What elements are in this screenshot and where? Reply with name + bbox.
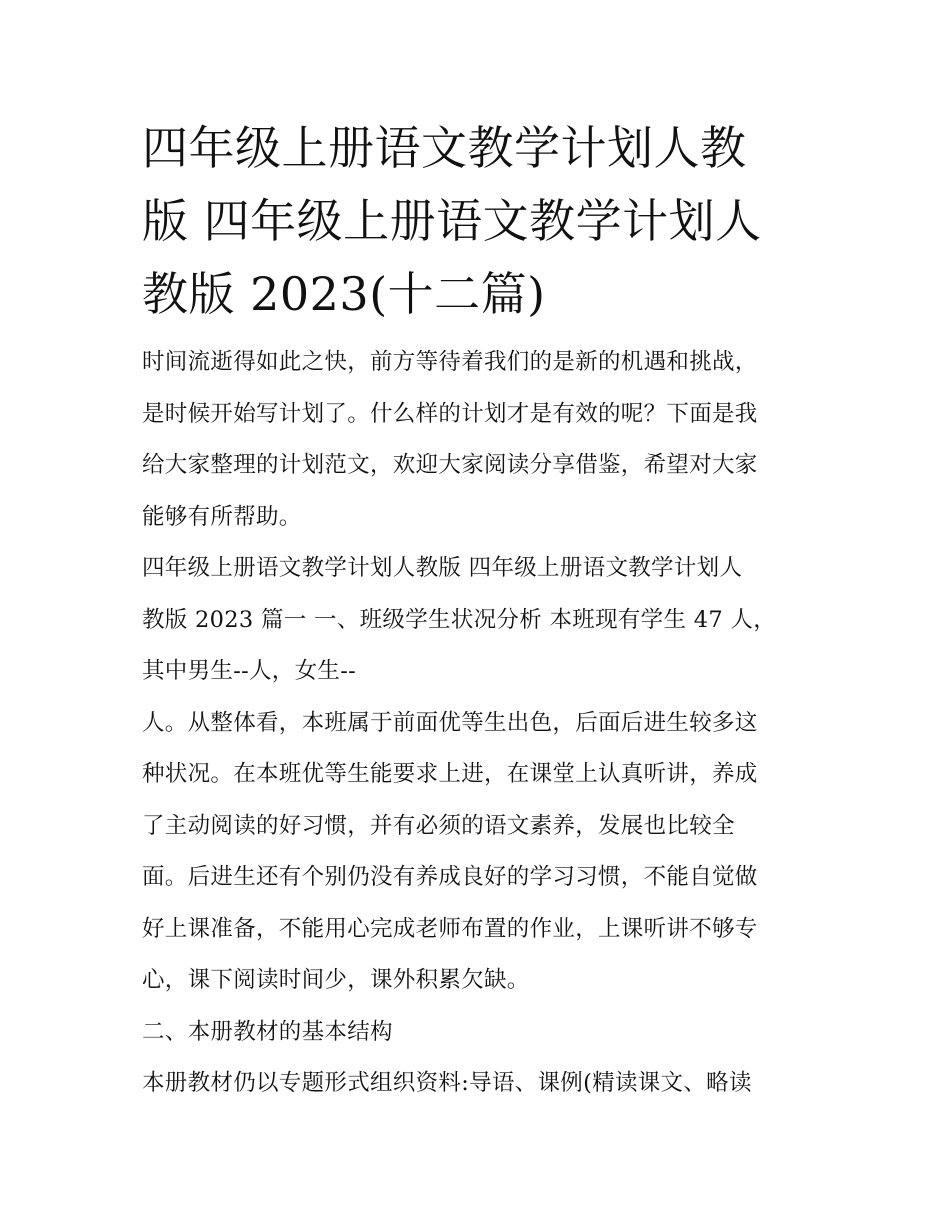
title-line: 教版 2023(十二篇): [142, 267, 546, 321]
section1-paragraph: [142, 543, 822, 698]
text-line: 教版 2023 篇一 一、班级学生状况分析 本班现有学生 47 人，: [142, 606, 777, 633]
section-heading-text: 二、本册教材的基本结构: [142, 1018, 393, 1045]
text-line: 本册教材仍以专题形式组织资料:导语、课例(精读课文、略读: [142, 1070, 752, 1096]
document-title: [142, 112, 822, 331]
text-line: 面。后进生还有个别仍没有养成良好的学习习惯，不能自觉做: [142, 864, 758, 890]
document-content: [142, 112, 822, 1110]
text-line: 人。从整体看，本班属于前面优等生出色，后面后进生较多这: [142, 709, 758, 736]
text-line: 种状况。在本班优等生能要求上进，在课堂上认真听讲，养成: [142, 761, 758, 787]
title-line: 版 四年级上册语文教学计划人: [142, 194, 762, 248]
text-line: 其中男生--人，女生--: [142, 658, 357, 684]
text-line: 好上课准备，不能用心完成老师布置的作业，上课听讲不够专: [142, 915, 758, 942]
section-heading-2: [142, 1007, 822, 1059]
text-line: 时间流逝得如此之快，前方等待着我们的是新的机遇和挑战，: [142, 349, 758, 375]
text-line: 心，课下阅读时间少，课外积累欠缺。: [142, 967, 530, 993]
text-line: 了主动阅读的好习惯，并有必须的语文素养，发展也比较全: [142, 812, 735, 839]
text-line: 给大家整理的计划范文，欢迎大家阅读分享借鉴，希望对大家: [142, 452, 758, 478]
body-paragraph: [142, 698, 822, 1007]
text-line: 四年级上册语文教学计划人教版 四年级上册语文教学计划人: [142, 555, 743, 581]
text-line: 能够有所帮助。: [142, 503, 302, 530]
title-line: 四年级上册语文教学计划人教: [142, 121, 747, 175]
text-line: 是时候开始写计划了。什么样的计划才是有效的呢？下面是我: [142, 400, 758, 427]
intro-paragraph: [142, 337, 822, 543]
structure-paragraph: [142, 1058, 822, 1110]
